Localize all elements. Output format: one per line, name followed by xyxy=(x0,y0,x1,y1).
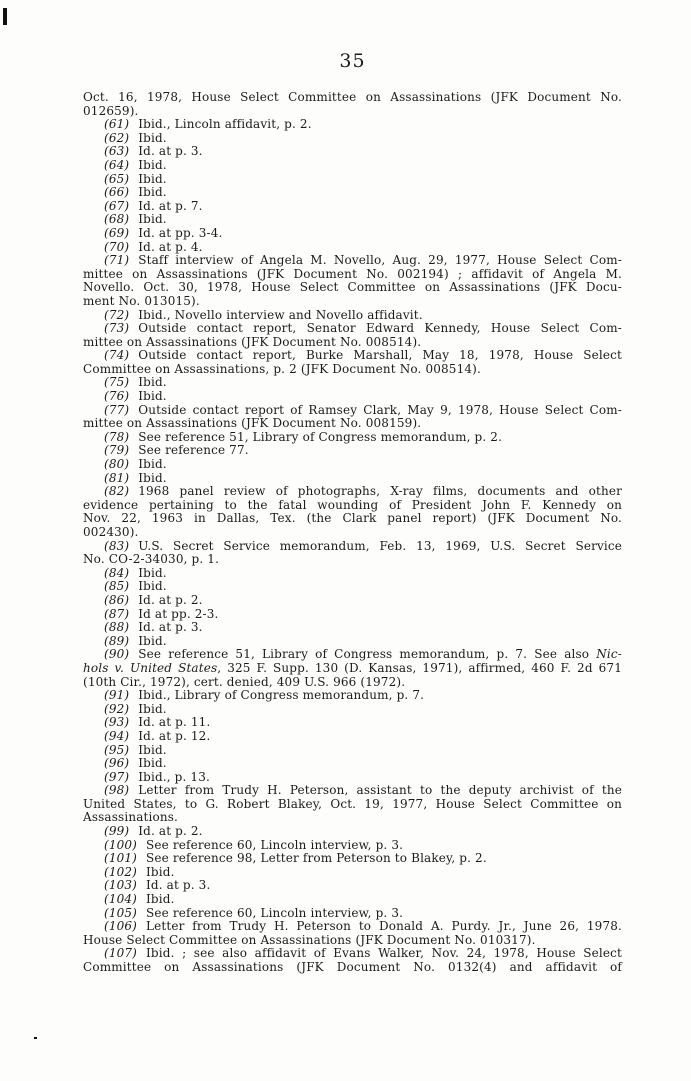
text-segment: House Select Committee on Assassinations (JFK Document No. 010317). xyxy=(83,932,536,947)
text-segment: See reference 51, Library of Congress memorandum, p. 2. xyxy=(138,429,503,444)
text-segment: Ibid. xyxy=(138,171,167,186)
text-segment: Id. at p. 3. xyxy=(146,878,211,893)
footnote-line xyxy=(83,309,622,323)
footnote-number: (65) xyxy=(104,171,130,186)
footnote-line xyxy=(83,376,622,390)
footnote-line xyxy=(83,730,622,744)
text-segment: Ibid. xyxy=(138,701,167,716)
footnote-number: (77) xyxy=(104,402,130,417)
text-line xyxy=(83,798,622,812)
footnote-number: (93) xyxy=(104,715,130,730)
text-segment: See reference 60, Lincoln interview, p. 3. xyxy=(146,837,404,852)
text-segment: United States, to G. Robert Blakey, Oct. 19, 1977, House Select Committee on xyxy=(83,796,622,811)
text-segment: Id. at p. 7. xyxy=(138,198,203,213)
text-segment: Id. at p. 3. xyxy=(138,144,203,159)
footnote-line xyxy=(83,947,622,961)
footnotes-text xyxy=(83,91,622,975)
text-line xyxy=(83,281,622,295)
text-segment: Novello. Oct. 30, 1978, House Select Committee on Assassinations (JFK Docu- xyxy=(83,280,622,295)
text-segment: Ibid. xyxy=(138,742,167,757)
text-segment: Assassinations. xyxy=(83,810,179,825)
text-segment: mittee on Assassinations (JFK Document No. 002194) ; affidavit of Angela M. xyxy=(83,266,622,281)
text-segment: Ibid. xyxy=(146,864,175,879)
text-segment: ment No. 013015). xyxy=(83,293,200,308)
footnote-number: (103) xyxy=(104,878,138,893)
footnote-line xyxy=(83,689,622,703)
footnote-line xyxy=(83,132,622,146)
footnote-number: (80) xyxy=(104,457,130,472)
footnote-line xyxy=(83,390,622,404)
text-line xyxy=(83,363,622,377)
footnote-number: (97) xyxy=(104,769,130,784)
text-segment: (10th Cir., 1972), cert. denied, 409 U.S. 966 (1972). xyxy=(83,674,406,689)
footnote-number: (82) xyxy=(104,484,130,499)
footnote-line xyxy=(83,145,622,159)
footnote-number: (102) xyxy=(104,864,138,879)
footnote-number: (98) xyxy=(104,783,130,798)
footnote-number: (94) xyxy=(104,728,130,743)
footnote-line xyxy=(83,893,622,907)
footnote-line xyxy=(83,213,622,227)
footnote-number: (90) xyxy=(104,647,130,662)
footnote-number: (96) xyxy=(104,756,130,771)
footnote-line xyxy=(83,648,622,662)
text-segment: 002430). xyxy=(83,525,139,539)
text-line xyxy=(83,553,622,567)
footnote-number: (72) xyxy=(104,307,130,322)
text-segment: Ibid., p. 13. xyxy=(138,769,210,784)
footnote-line xyxy=(83,608,622,622)
footnote-number: (67) xyxy=(104,198,130,213)
footnote-line xyxy=(83,594,622,608)
footnote-line xyxy=(83,567,622,581)
footnote-number: (85) xyxy=(104,579,130,594)
footnote-number: (99) xyxy=(104,824,130,839)
footnote-number: (101) xyxy=(104,851,138,866)
footnote-line xyxy=(83,907,622,921)
text-segment: Id. at p. 12. xyxy=(138,728,211,743)
footnote-line xyxy=(83,444,622,458)
footnote-number: (70) xyxy=(104,239,130,254)
footnote-number: (81) xyxy=(104,470,130,485)
text-segment: See reference 51, Library of Congress memorandum, p. 7. See also xyxy=(138,647,597,662)
footnote-number: (76) xyxy=(104,389,130,404)
text-segment: See reference 77. xyxy=(138,443,249,458)
footnote-number: (68) xyxy=(104,212,130,227)
footnote-line xyxy=(83,744,622,758)
footnote-line xyxy=(83,839,622,853)
text-line xyxy=(83,268,622,282)
text-segment: Ibid. xyxy=(138,633,167,648)
footnote-number: (74) xyxy=(104,348,130,363)
text-segment: Outside contact report, Burke Marshall, May 18, 1978, House Select xyxy=(138,348,622,363)
footnote-number: (64) xyxy=(104,157,130,172)
text-segment: 012659). xyxy=(83,103,139,118)
text-segment: Ibid. xyxy=(138,470,167,485)
footnote-number: (69) xyxy=(104,225,130,240)
footnote-number: (79) xyxy=(104,443,130,458)
text-segment: See reference 60, Lincoln interview, p. 3. xyxy=(146,905,404,920)
text-segment: Ibid. xyxy=(138,389,167,404)
footnote-number: (104) xyxy=(104,892,138,907)
text-segment: 1968 panel review of photographs, X-ray films, documents and other xyxy=(138,484,622,499)
footnote-line xyxy=(83,825,622,839)
text-segment: Nov. 22, 1963 in Dallas, Tex. (the Clark panel report) (JFK Document No. xyxy=(83,511,622,526)
footnote-number: (84) xyxy=(104,565,130,580)
text-line xyxy=(83,499,622,513)
text-segment: mittee on Assassinations (JFK Document No. 008514). xyxy=(83,334,422,349)
text-segment: Oct. 16, 1978, House Select Committee on Assassinations (JFK Document No. xyxy=(83,90,622,104)
text-segment: Ibid. xyxy=(146,892,175,907)
footnote-line xyxy=(83,580,622,594)
footnote-number: (91) xyxy=(104,688,130,703)
text-segment: Id at pp. 2-3. xyxy=(138,606,219,621)
text-line xyxy=(83,662,622,676)
text-segment: Ibid. xyxy=(138,375,167,390)
footnote-line xyxy=(83,784,622,798)
footnote-number: (88) xyxy=(104,620,130,635)
footnote-number: (63) xyxy=(104,144,130,159)
footnote-number: (66) xyxy=(104,185,130,200)
footnote-number: (78) xyxy=(104,429,130,444)
text-segment: Id. at p. 2. xyxy=(138,824,203,839)
footnote-line xyxy=(83,852,622,866)
text-segment: Id. at p. 11. xyxy=(138,715,211,730)
text-line xyxy=(83,417,622,431)
text-segment: Outside contact report of Ramsey Clark, May 9, 1978, House Select Com- xyxy=(138,402,622,417)
footnote-line xyxy=(83,472,622,486)
text-line xyxy=(83,512,622,526)
footnote-number: (92) xyxy=(104,701,130,716)
text-segment: Id. at p. 3. xyxy=(138,620,203,635)
footnote-line xyxy=(83,200,622,214)
footnote-number: (105) xyxy=(104,905,138,920)
text-segment: Staff interview of Angela M. Novello, Aug. 29, 1977, House Select Com- xyxy=(138,253,622,268)
footnote-line xyxy=(83,866,622,880)
footnote-number: (106) xyxy=(104,919,138,934)
footnote-line xyxy=(83,920,622,934)
footnote-number: (73) xyxy=(104,321,130,336)
footnote-line xyxy=(83,227,622,241)
footnote-number: (100) xyxy=(104,837,138,852)
text-segment: Id. at p. 2. xyxy=(138,592,203,607)
footnote-line xyxy=(83,879,622,893)
text-segment: Ibid. xyxy=(138,457,167,472)
text-line xyxy=(83,91,622,105)
footnote-number: (89) xyxy=(104,633,130,648)
footnote-line xyxy=(83,485,622,499)
footnote-number: (83) xyxy=(104,538,130,553)
footnote-line xyxy=(83,621,622,635)
text-segment: mittee on Assassinations (JFK Document No. 008159). xyxy=(83,416,422,431)
text-segment: Ibid. xyxy=(138,579,167,594)
footnote-line xyxy=(83,404,622,418)
footnote-line xyxy=(83,771,622,785)
text-segment: See reference 98, Letter from Peterson to Blakey, p. 2. xyxy=(146,851,487,866)
italic-text: Nic- xyxy=(596,647,622,662)
text-segment: Committee on Assassinations, p. 2 (JFK Document No. 008514). xyxy=(83,361,481,376)
footnote-line xyxy=(83,118,622,132)
footnote-line xyxy=(83,635,622,649)
text-segment: Ibid. xyxy=(138,565,167,580)
text-line xyxy=(83,295,622,309)
text-line xyxy=(83,336,622,350)
footnote-line xyxy=(83,458,622,472)
text-segment: U.S. Secret Service memorandum, Feb. 13, 1969, U.S. Secret Service xyxy=(138,538,622,553)
text-segment: Ibid., Novello interview and Novello affidavit. xyxy=(138,307,423,322)
text-line xyxy=(83,934,622,948)
text-line xyxy=(83,526,622,540)
footnote-line xyxy=(83,540,622,554)
footnote-line xyxy=(83,241,622,255)
footnote-line xyxy=(83,173,622,187)
text-segment: No. CO-2-34030, p. 1. xyxy=(83,552,220,567)
footnote-number: (87) xyxy=(104,606,130,621)
footnote-number: (95) xyxy=(104,742,130,757)
footnote-line xyxy=(83,757,622,771)
footnote-line xyxy=(83,703,622,717)
text-segment: Ibid., Library of Congress memorandum, p. 7. xyxy=(138,688,425,703)
italic-text: hols v. United States xyxy=(83,660,218,675)
footnote-number: (62) xyxy=(104,130,130,145)
footnote-number: (86) xyxy=(104,592,130,607)
text-segment: Ibid., Lincoln affidavit, p. 2. xyxy=(138,117,312,132)
footnote-line xyxy=(83,716,622,730)
text-line xyxy=(83,105,622,119)
page-number: 35 xyxy=(339,50,366,72)
scan-artifact-mark xyxy=(34,1037,37,1039)
footnote-number: (107) xyxy=(104,946,138,961)
footnote-line xyxy=(83,431,622,445)
footnote-line xyxy=(83,254,622,268)
footnote-line xyxy=(83,349,622,363)
footnote-line xyxy=(83,186,622,200)
text-segment: Ibid. xyxy=(138,212,167,227)
text-segment: Letter from Trudy H. Peterson to Donald A. Purdy. Jr., June 26, 1978. xyxy=(146,919,622,934)
text-line xyxy=(83,811,622,825)
footnote-line xyxy=(83,159,622,173)
text-segment: Id. at pp. 3-4. xyxy=(138,225,223,240)
footnote-number: (75) xyxy=(104,375,130,390)
text-segment: Ibid. xyxy=(138,756,167,771)
text-segment: Outside contact report, Senator Edward Kennedy, House Select Com- xyxy=(138,321,622,336)
text-line xyxy=(83,961,622,975)
text-segment: Ibid. xyxy=(138,185,167,200)
footnote-number: (61) xyxy=(104,117,130,132)
text-segment: Ibid. xyxy=(138,130,167,145)
footnote-number: (71) xyxy=(104,253,130,268)
scan-artifact-mark xyxy=(3,8,7,25)
text-segment: Id. at p. 4. xyxy=(138,239,203,254)
text-segment: evidence pertaining to the fatal wounding of President John F. Kennedy on xyxy=(83,497,622,512)
text-line xyxy=(83,676,622,690)
text-segment: , 325 F. Supp. 130 (D. Kansas, 1971), affirmed, 460 F. 2d 671 xyxy=(217,660,622,675)
text-segment: Committee on Assassinations (JFK Document No. 0132(4) and affidavit of xyxy=(83,960,622,974)
text-segment: Letter from Trudy H. Peterson, assistant to the deputy archivist of the xyxy=(138,783,622,798)
text-segment: Ibid. xyxy=(138,157,167,172)
text-segment: Ibid. ; see also affidavit of Evans Walker, Nov. 24, 1978, House Select xyxy=(146,946,622,961)
footnote-line xyxy=(83,322,622,336)
